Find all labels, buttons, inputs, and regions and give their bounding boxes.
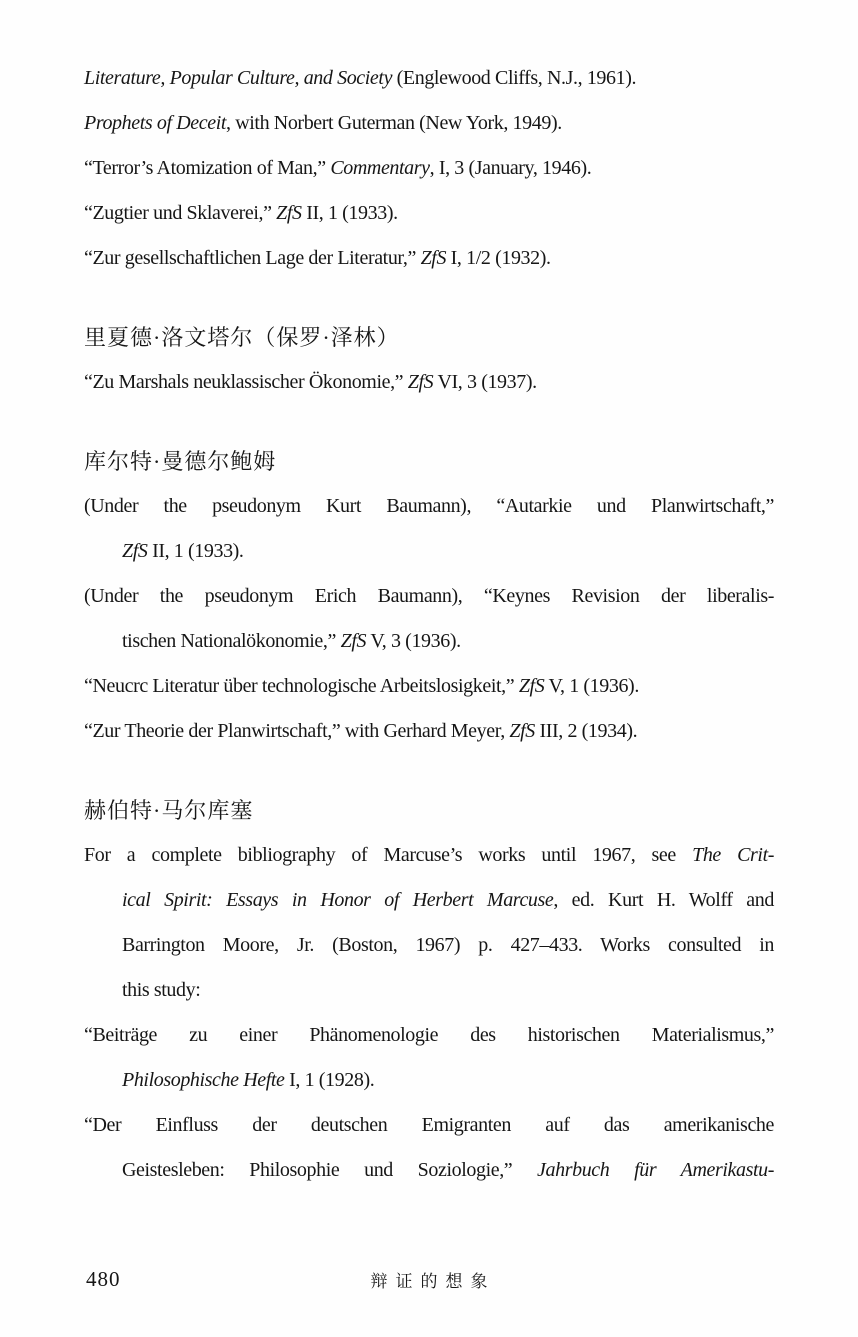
text-run: I, 1 (1928). (284, 1069, 375, 1091)
bibliography-line (84, 923, 774, 968)
italic-text-run: ical Spirit: Essays in Honor of Herbert Marcuse (122, 889, 554, 911)
bibliography-line (84, 1013, 774, 1058)
text-run: “Neucrc Literatur über technologische Arbeitslosigkeit,” (84, 675, 519, 697)
bibliography-line (84, 101, 774, 146)
text-run: V, 1 (1936). (544, 675, 639, 697)
author-heading: 库尔特·曼德尔鲍姆 (84, 449, 277, 474)
text-run: VI, 3 (1937). (433, 371, 537, 393)
text-run: (Under the pseudonym Erich Baumann), “Keynes Revision der liberalis- (84, 585, 774, 607)
bibliography-line (84, 1148, 774, 1193)
bibliography-section (84, 315, 774, 405)
italic-text-run: Literature, Popular Culture, and Society (84, 67, 393, 89)
text-run: (Englewood Cliffs, N.J., 1961). (392, 67, 637, 89)
text-run: , I, 3 (January, 1946). (429, 157, 592, 179)
bibliography-line (84, 1058, 774, 1103)
bibliography-line (84, 236, 774, 281)
bibliography-line (84, 1103, 774, 1148)
bibliography-line (84, 664, 774, 709)
bibliography-section (84, 56, 774, 281)
text-run: (Under the pseudonym Kurt Baumann), “Autarkie und Planwirtschaft,” (84, 495, 774, 517)
text-run: III, 2 (1934). (534, 720, 638, 742)
italic-text-run: ZfS (276, 202, 302, 224)
bibliography-section (84, 788, 774, 1193)
text-run: “Zugtier und Sklaverei,” (84, 202, 277, 224)
bibliography-line (84, 191, 774, 236)
text-run: Barrington Moore, Jr. (Boston, 1967) p. 427–433. Works consulted in (122, 934, 774, 956)
text-run: , ed. Kurt H. Wolff and (553, 889, 774, 911)
bibliography-line (84, 878, 774, 923)
bibliography-line (84, 529, 774, 574)
italic-text-run: ZfS (518, 675, 545, 697)
text-run: II, 1 (1933). (301, 202, 398, 224)
bibliography-line (84, 833, 774, 878)
text-run: this study: (122, 979, 201, 1001)
bibliography-line (84, 574, 774, 619)
bibliography-section (84, 439, 774, 754)
italic-text-run: ZfS (509, 720, 535, 742)
bibliography (84, 56, 774, 1193)
text-run: “Zur gesellschaftlichen Lage der Literatur,” (84, 247, 421, 269)
italic-text-run: Philosophische Hefte (122, 1069, 285, 1091)
text-run: “Terror’s Atomization of Man,” (84, 157, 331, 179)
italic-text-run: Commentary (330, 157, 430, 179)
text-run: “Beiträge zu einer Phänomenologie des historischen Materialismus,” (84, 1024, 774, 1046)
bibliography-line (84, 619, 774, 664)
italic-text-run: ZfS (122, 540, 148, 562)
italic-text-run: Prophets of Deceit (84, 112, 227, 134)
italic-text-run: The Crit- (692, 844, 775, 866)
text-run: II, 1 (1933). (147, 540, 244, 562)
author-heading: 赫伯特·马尔库塞 (84, 798, 254, 823)
text-run: , with Norbert Guterman (New York, 1949). (226, 112, 562, 134)
text-run: tischen Nationalökonomie,” (122, 630, 341, 652)
text-run: “Zu Marshals neuklassischer Ökonomie,” (84, 371, 408, 393)
text-run: V, 3 (1936). (366, 630, 461, 652)
text-run: I, 1/2 (1932). (446, 247, 551, 269)
text-run: Geistesleben: Philosophie und Soziologie,” (122, 1159, 538, 1181)
italic-text-run: ZfS (340, 630, 367, 652)
bibliography-line (84, 146, 774, 191)
bibliography-line (84, 360, 774, 405)
bibliography-line (84, 709, 774, 754)
italic-text-run: ZfS (420, 247, 447, 269)
running-title: 辩证的想象 (370, 1272, 496, 1291)
bibliography-line (84, 484, 774, 529)
text-run: “Zur Theorie der Planwirtschaft,” with Gerhard Meyer, (84, 720, 510, 742)
bibliography-line (84, 56, 774, 101)
page-number: 480 (86, 1267, 121, 1291)
author-heading: 里夏德·洛文塔尔（保罗·泽林） (84, 325, 400, 350)
page-footer (0, 1267, 858, 1297)
text-run: “Der Einfluss der deutschen Emigranten auf das amerikanische (84, 1114, 774, 1136)
italic-text-run: Jahrbuch für Amerikastu- (537, 1159, 775, 1181)
bibliography-line (84, 968, 774, 1013)
italic-text-run: ZfS (407, 371, 434, 393)
text-run: For a complete bibliography of Marcuse’s works until 1967, see (84, 844, 693, 866)
